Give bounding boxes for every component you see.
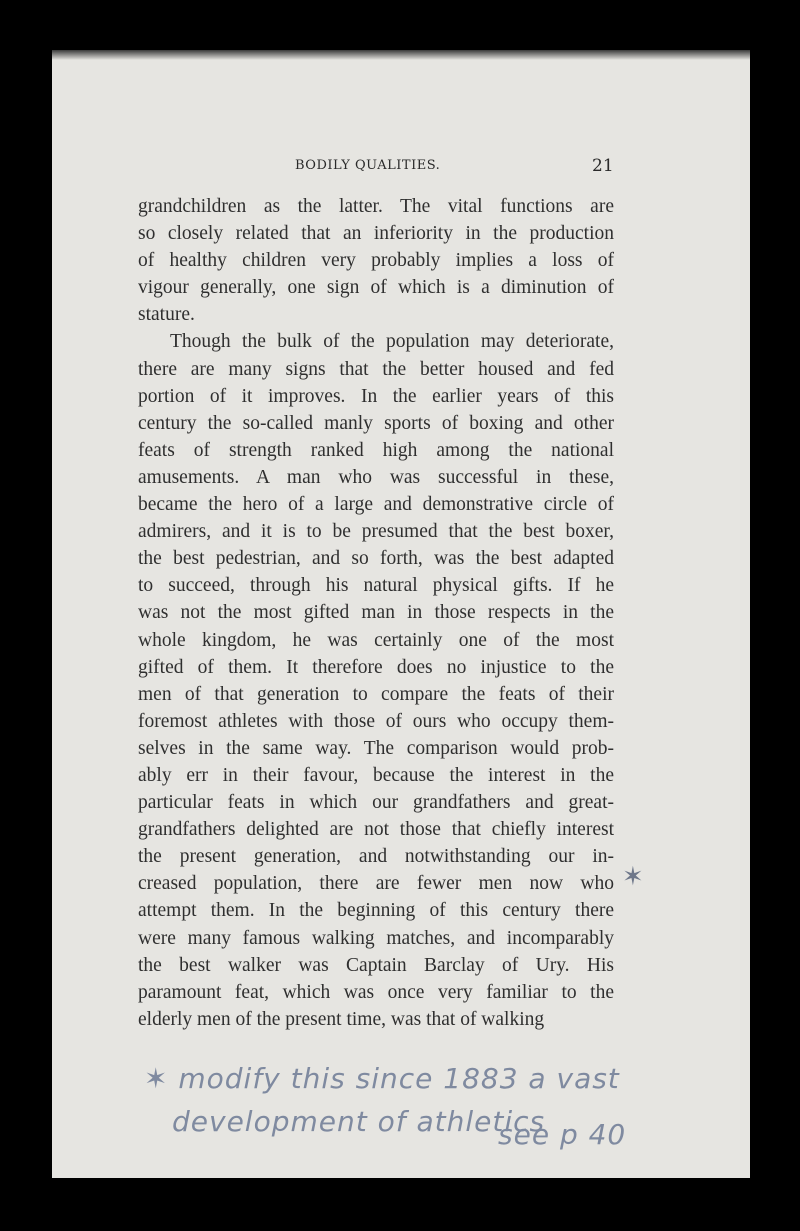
text-line: attempt them. In the beginning of this century there (138, 900, 614, 922)
text-line: was not the most gifted man in those respects in the (138, 602, 614, 624)
running-header: BODILY QUALITIES. (295, 158, 441, 173)
page-top-edge (52, 50, 750, 60)
paragraph-2 (138, 328, 614, 1032)
text-line: to succeed, through his natural physical gifts. If he (138, 575, 614, 597)
text-line: foremost athletes with those of ours who occupy them- (138, 710, 614, 732)
text-line: whole kingdom, he was certainly one of the most (138, 629, 614, 651)
text-line: creased population, there are fewer men now who (138, 873, 614, 895)
margin-asterisk-mark: ✶ (622, 862, 644, 892)
handwritten-note-line-3: see p 40 (498, 1118, 627, 1151)
page-number: 21 (592, 156, 614, 176)
handwritten-note-line-2: development of athletics (172, 1105, 546, 1138)
text-line: grandfathers delighted are not those that chiefly interest (138, 819, 614, 841)
text-line: stature. (138, 304, 195, 326)
text-line: amusements. A man who was successful in these, (138, 466, 614, 488)
text-line: grandchildren as the latter. The vital functions are (138, 196, 614, 217)
text-line: gifted of them. It therefore does no injustice to the (138, 656, 614, 678)
text-line: the best walker was Captain Barclay of Ury. His (138, 954, 614, 976)
body-text (138, 193, 614, 1033)
text-line: portion of it improves. In the earlier years of this (138, 385, 614, 407)
text-line: the present generation, and notwithstanding our in- (138, 846, 614, 868)
paragraph-1 (138, 193, 614, 328)
text-line: paramount feat, which was once very familiar to the (138, 981, 614, 1003)
text-line: there are many signs that the better housed and fed (138, 358, 614, 380)
text-line: century the so-called manly sports of boxing and other (138, 412, 614, 434)
text-line: Though the bulk of the population may deteriorate, (170, 331, 614, 353)
text-line: men of that generation to compare the feats of their (138, 683, 614, 705)
text-line: became the hero of a large and demonstrative circle of (138, 494, 614, 516)
text-line: particular feats in which our grandfathers and great- (138, 792, 614, 814)
text-line: ably err in their favour, because the interest in the (138, 764, 614, 786)
text-line: feats of strength ranked high among the national (138, 439, 614, 461)
text-line: of healthy children very probably implies a loss of (138, 250, 614, 272)
text-line: so closely related that an inferiority in the production (138, 223, 614, 245)
text-line: were many famous walking matches, and incomparably (138, 927, 614, 949)
text-line: admirers, and it is to be presumed that the best boxer, (138, 521, 614, 543)
text-line: selves in the same way. The comparison would prob- (138, 737, 614, 759)
handwritten-note-line-1: ✶ modify this since 1883 a vast (144, 1062, 620, 1095)
book-page (52, 50, 750, 1178)
text-line: elderly men of the present time, was that of walking (138, 1008, 545, 1030)
text-line: the best pedestrian, and so forth, was the best adapted (138, 548, 614, 570)
text-line: vigour generally, one sign of which is a diminution of (138, 277, 614, 299)
